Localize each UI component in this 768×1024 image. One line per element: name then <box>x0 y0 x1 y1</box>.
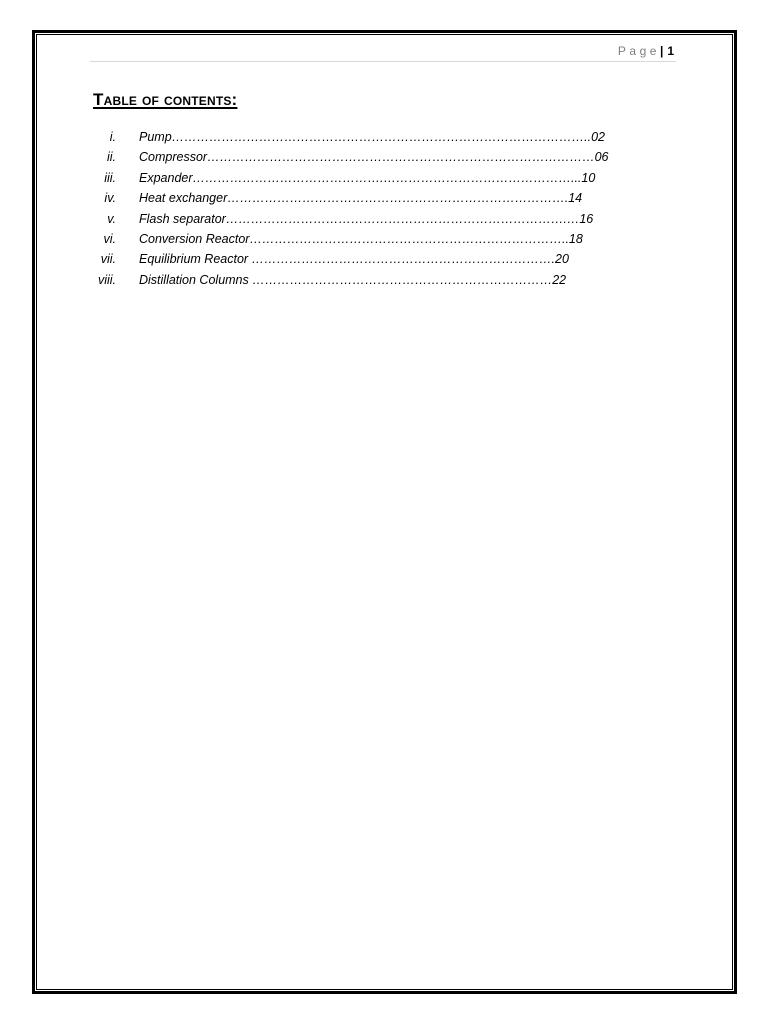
page-separator: | <box>659 44 664 58</box>
toc-entry-number: viii. <box>97 272 116 287</box>
toc-entry-text: Equilibrium Reactor ……………………………………………………………….20 <box>139 252 569 267</box>
toc-entry-text: Conversion Reactor…………………………………………………………………..18 <box>139 231 583 246</box>
toc-entry-text: Pump………………………………………………………………………………………..02 <box>139 130 606 144</box>
toc-entry[interactable] <box>80 168 596 188</box>
toc-entry-text: Heat exchanger……………………………………………………………………….14 <box>139 191 583 206</box>
toc-list <box>80 127 609 290</box>
toc-entry[interactable] <box>80 188 583 208</box>
toc-entry-text: Distillation Columns ………………………………………………………………22 <box>139 272 567 287</box>
toc-entry-number: vi. <box>103 231 116 246</box>
toc-entry-number: iii. <box>104 170 116 185</box>
toc-entry-number: iv. <box>104 191 116 206</box>
page-word: Page <box>617 44 660 58</box>
toc-entry[interactable] <box>80 127 606 147</box>
page-header <box>90 43 676 62</box>
toc-entry-text: Compressor…………………………………………………………………………………06 <box>139 150 609 165</box>
bottom-rule <box>32 992 737 993</box>
toc-entry-number: ii. <box>106 150 116 165</box>
toc-entry[interactable] <box>80 270 580 290</box>
toc-entry[interactable] <box>80 249 580 269</box>
toc-title: Table of contents: <box>93 90 238 109</box>
toc-entry-text: Flash separator……………………………………………………………………….…16 <box>139 211 594 226</box>
toc-entry-number: v. <box>107 211 116 226</box>
toc-entry[interactable] <box>80 229 583 249</box>
page-number: 1 <box>667 44 674 58</box>
toc-entry[interactable] <box>80 147 609 167</box>
toc-entry-number: vii. <box>100 252 116 267</box>
toc-entry[interactable] <box>80 209 594 229</box>
toc-entry-number: i. <box>109 130 116 144</box>
toc-entry-text: Expander……………………………………….………………………………………...10 <box>139 170 596 185</box>
page-number-label <box>618 43 674 59</box>
